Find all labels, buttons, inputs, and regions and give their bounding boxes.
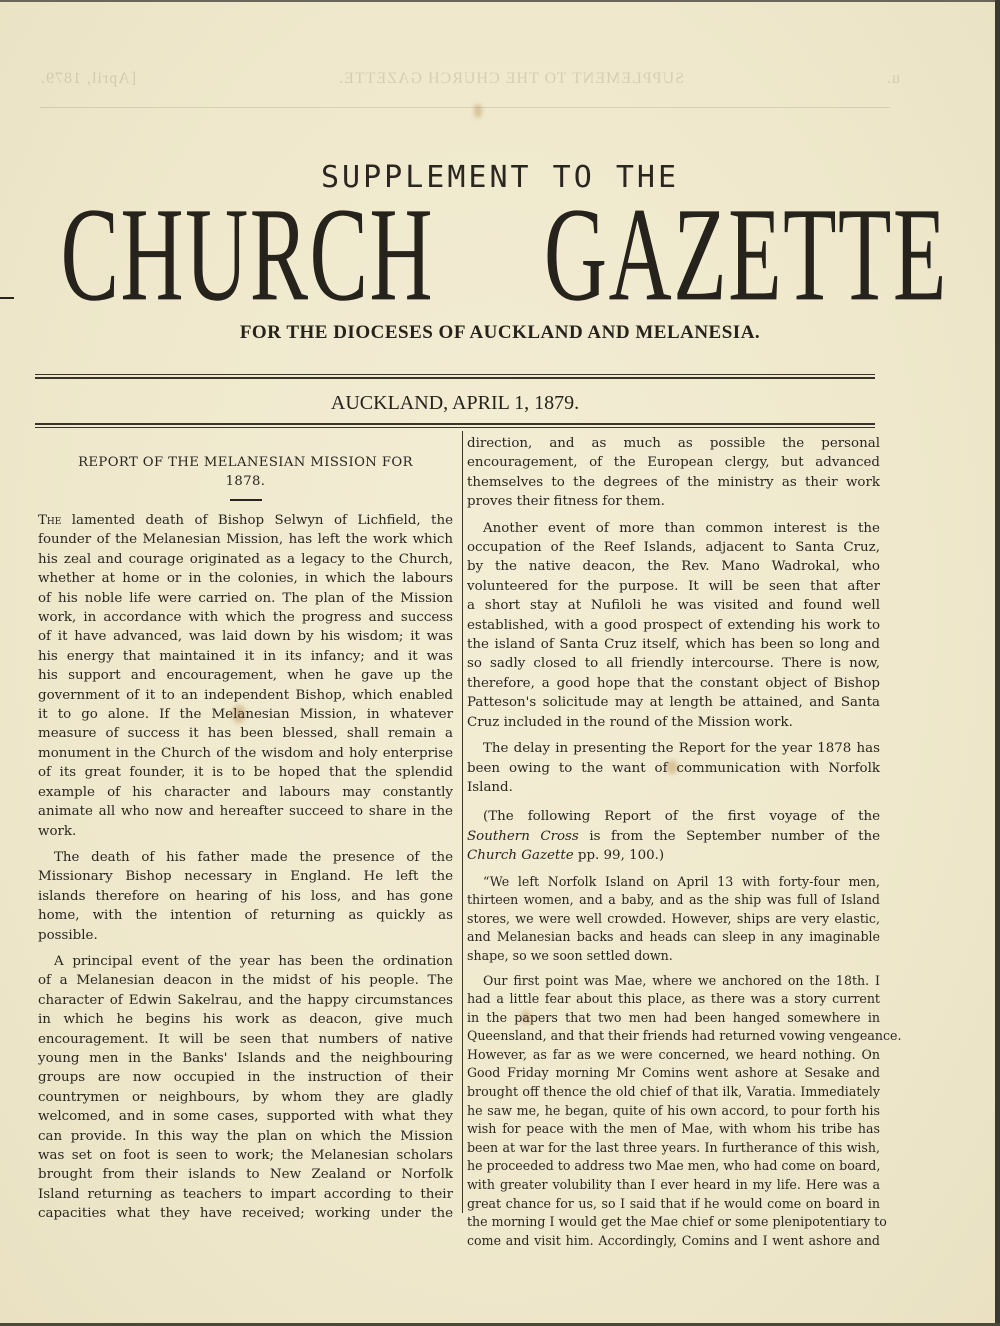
voyage-report-quote	[467, 873, 902, 1251]
bleed-through-rule	[40, 107, 890, 108]
paragraph: The lamented death of Bishop Selwyn of Lichfield, the founder of the Melanesian Mission, has left the work which his zeal and courage originated as a legacy to the Church, whether at home or in the colonies, in which the labours of his noble life were carried on. The plan of the Mission work, in accordance with which the progress and success of it have advanced, was laid down by his wisdom; it was his energy that maintained it in its infancy; and it was his support and encouragement, when he gave up the government of it to an independent Bishop, which enabled it to go alone. If the Melanesian Mission, in whatever measure of success it has been blessed, shall remain a monument in the Church of the wisdom and holy enterprise of its great founder, it is to be hoped that the splendid example of his character and labours may constantly animate all who now and hereafter succeed to share in the work.	[38, 513, 453, 839]
masthead-title	[38, 180, 948, 330]
paragraph: direction, and as much as possible the personal encouragement, of the European clergy, but advanced themselves to the degrees of the ministry as their work proves their fitness for them.	[467, 436, 880, 510]
bleed-date: [April, 1879.	[40, 70, 137, 87]
ship-name: Southern Cross	[467, 828, 579, 844]
title-separator-rule	[230, 499, 262, 501]
supplement-heading: SUPPLEMENT TO THE	[320, 160, 680, 195]
paragraph: The delay in presenting the Report for the year 1878 has been owing to the want of communication with Norfolk Island.	[467, 741, 880, 795]
article-title: REPORT OF THE MELANESIAN MISSION FOR 1878.	[78, 455, 413, 489]
paragraph: Another event of more than common interest is the occupation of the Reef Islands, adjacent to Santa Cruz, by the native deacon, the Rev. Mano Wadrokal, who volunteered for the purpose. It will be seen that after a short stay at Nufiloli he was visited and found well established, with a good prospect of extending his work to the island of Santa Cruz itself, which has been so long and so sadly closed to all friendly intercourse. There is now, therefore, a good hope that the constant object of Bishop Patteson's solicitude may at length be attained, and Santa Cruz included in the round of the Mission work.	[467, 520, 880, 730]
masthead-subtitle: FOR THE DIOCESES OF AUCKLAND AND MELANESIA.	[239, 322, 761, 343]
column-divider	[462, 431, 463, 1213]
bleed-page-number: u.	[886, 70, 900, 87]
scan-edge-top	[0, 0, 1000, 2]
dropcap-word: The	[38, 513, 62, 528]
paragraph: The death of his father made the presence of the Missionary Bishop necessary in England. He left the islands therefore on hearing of his loss, and has gone home, with the intention of returning as quickly as possible.	[38, 849, 453, 943]
foxing-stain	[474, 104, 482, 118]
masthead-word-church: CHURCH	[60, 180, 435, 330]
paragraph: “We left Norfolk Island on April 13 with forty-four men, thirteen women, and a baby, and as the ship was full of Island stores, we were well crowded. However, ships are very elastic, and Melanesian backs and heads can sleep in any imaginable shape, so we soon settled down.	[467, 873, 880, 963]
bleed-running-title: SUPPLEMENT TO THE CHURCH GAZETTE.	[338, 70, 685, 87]
masthead-word-gazette: GAZETTE	[543, 180, 948, 330]
left-column	[38, 453, 453, 1231]
editorial-note: (The following Report of the first voyage of the Southern Cross is from the September number of the Church Gazette pp. 99, 100.)	[467, 809, 881, 864]
right-column	[467, 434, 902, 1256]
double-rule-bottom	[35, 423, 875, 428]
scan-edge-right	[995, 0, 1000, 1326]
paragraph: Our first point was Mae, where we anchored on the 18th. I had a little fear about this place, as there was a story current in the papers that two men had been hanged somewhere in Queensland, and that their friends had returned vowing vengeance. However, as far as we were concerned, we heard nothing. On Good Friday morning Mr Comins went ashore at Sesake and brought off thence the old chief of that ilk, Varatia. Immediately he saw me, he began, quite of his own accord, to pour forth his wish for peace with the men of Mae, with whom his tribe has been at war for the last three years. In furtherance of this wish, he proceeded to address two Mae men, who had come on board, with greater volubility than I ever heard in my life. Here was a great chance for us, so I said that if he would come on board in the morning I would get the Mae chief or some plenipotentiary to come and visit him. Accordingly, Comins and I went ashore and	[467, 972, 902, 1248]
double-rule-top	[35, 374, 875, 379]
publication-name: Church Gazette	[467, 848, 574, 864]
bleed-through-header	[40, 70, 900, 88]
paragraph: A principal event of the year has been the ordination of a Melanesian deacon in the midst of his people. The character of Edwin Sakelrau, and the happy circumstances in which he begins his work as deacon, give much encouragement. It will be seen that numbers of native young men in the Banks' Islands and the neighbouring groups are now occupied in the instruction of their countrymen or neighbours, by whom they are gladly welcomed, and in some cases, supported with what they can provide. In this way the plan on which the Mission was set on foot is seen to work; the Melanesian scholars brought from their islands to New Zealand or Norfolk Island returning as teachers to impart according to their capacities what they have received; working under the	[38, 953, 453, 1222]
margin-pencil-mark	[0, 297, 14, 299]
dateline: AUCKLAND, APRIL 1, 1879.	[330, 392, 580, 414]
